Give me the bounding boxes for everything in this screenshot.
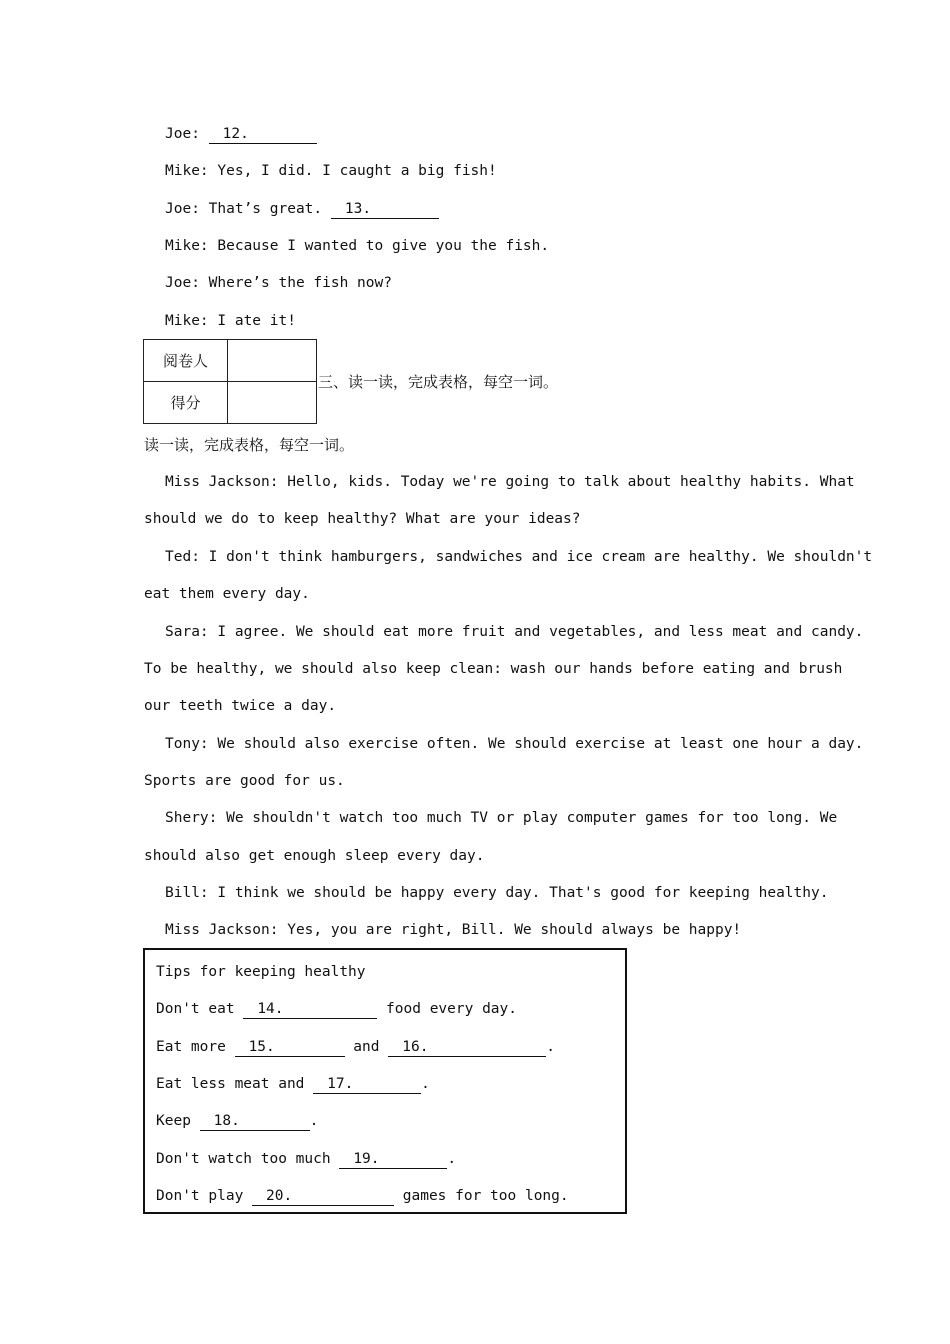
section-title: 三、读一读，完成表格，每空一词。 [318,373,559,391]
speaker-label: Joe: [165,275,200,291]
tips-row-18 [156,1111,318,1131]
speaker-label: Joe: [165,201,200,217]
tips-text: . [309,1113,319,1129]
tips-text: . [546,1039,555,1055]
dialogue-text: Yes, I did. I caught a big fish! [208,163,497,179]
speaker-label: Joe: [165,126,200,142]
tips-row-17 [156,1074,430,1094]
passage-line: Sports are good for us. [144,773,345,789]
answer-blank-15[interactable]: 15. [235,1038,345,1057]
tips-text: . [447,1151,457,1167]
dialogue-text: I ate it! [208,313,296,329]
tips-text: Eat less meat and [156,1076,314,1092]
answer-blank-19[interactable]: 19. [339,1150,447,1169]
tips-text: and [344,1039,389,1055]
dialogue-line-mike-2 [165,236,549,256]
reviewer-field[interactable] [228,340,317,382]
reviewer-label: 阅卷人 [144,340,228,382]
answer-blank-12[interactable]: 12. [209,125,317,144]
tips-row-20 [156,1186,569,1206]
tips-text: . [421,1076,430,1092]
speaker-label: Mike: [165,238,209,254]
dialogue-line-joe-12 [165,124,317,144]
speaker-label: Mike: [165,313,209,329]
dialogue-line-joe-3 [165,273,392,293]
passage-line: To be healthy, we should also keep clean: wash our hands before eating and brush [144,661,843,677]
passage-line: Bill: I think we should be happy every day. That's good for keeping healthy. [165,885,829,901]
tips-row-14 [156,999,517,1019]
tips-text: Don't watch too much [156,1151,340,1167]
dialogue-line-joe-13 [165,199,439,219]
passage-line: eat them every day. [144,586,310,602]
passage-line: Miss Jackson: Yes, you are right, Bill. We should always be happy! [165,922,742,938]
tips-text: food every day. [377,1001,517,1017]
dialogue-line-mike-3 [165,311,296,331]
passage-line: Ted: I don't think hamburgers, sandwiches and ice cream are healthy. We shouldn't [165,549,873,565]
tips-table [143,948,627,1214]
passage-line: our teeth twice a day. [144,698,337,714]
score-label: 得分 [144,382,228,424]
score-table [143,339,317,424]
passage-line: should we do to keep healthy? What are your ideas? [144,511,581,527]
tips-row-15-16 [156,1037,555,1057]
answer-blank-14[interactable]: 14. [243,1000,377,1019]
answer-blank-18[interactable]: 18. [200,1112,310,1131]
speaker-label: Mike: [165,163,209,179]
passage-line: should also get enough sleep every day. [144,848,485,864]
score-field[interactable] [228,382,317,424]
tips-text: Don't eat [156,1001,244,1017]
tips-text: games for too long. [394,1188,569,1204]
answer-blank-13[interactable]: 13. [331,200,439,219]
passage-line: Shery: We shouldn't watch too much TV or play computer games for too long. We [165,810,838,826]
section-instruction: 读一读，完成表格，每空一词。 [144,436,355,454]
tips-text: Keep [156,1113,200,1129]
passage-line: Tony: We should also exercise often. We should exercise at least one hour a day. [165,736,864,752]
passage-line: Miss Jackson: Hello, kids. Today we're going to talk about healthy habits. What [165,474,855,490]
answer-blank-16[interactable]: 16. [388,1038,546,1057]
answer-blank-17[interactable]: 17. [313,1075,421,1094]
tips-text: Don't play [156,1188,253,1204]
tips-heading: Tips for keeping healthy [156,964,366,980]
dialogue-text [200,126,209,142]
dialogue-text: That’s great. [199,201,331,217]
dialogue-text: Where’s the fish now? [199,275,392,291]
tips-row-19 [156,1149,456,1169]
dialogue-line-mike-1 [165,161,497,181]
answer-blank-20[interactable]: 20. [252,1187,394,1206]
passage-line: Sara: I agree. We should eat more fruit and vegetables, and less meat and candy. [165,624,864,640]
tips-text: Eat more [156,1039,235,1055]
dialogue-text: Because I wanted to give you the fish. [208,238,550,254]
